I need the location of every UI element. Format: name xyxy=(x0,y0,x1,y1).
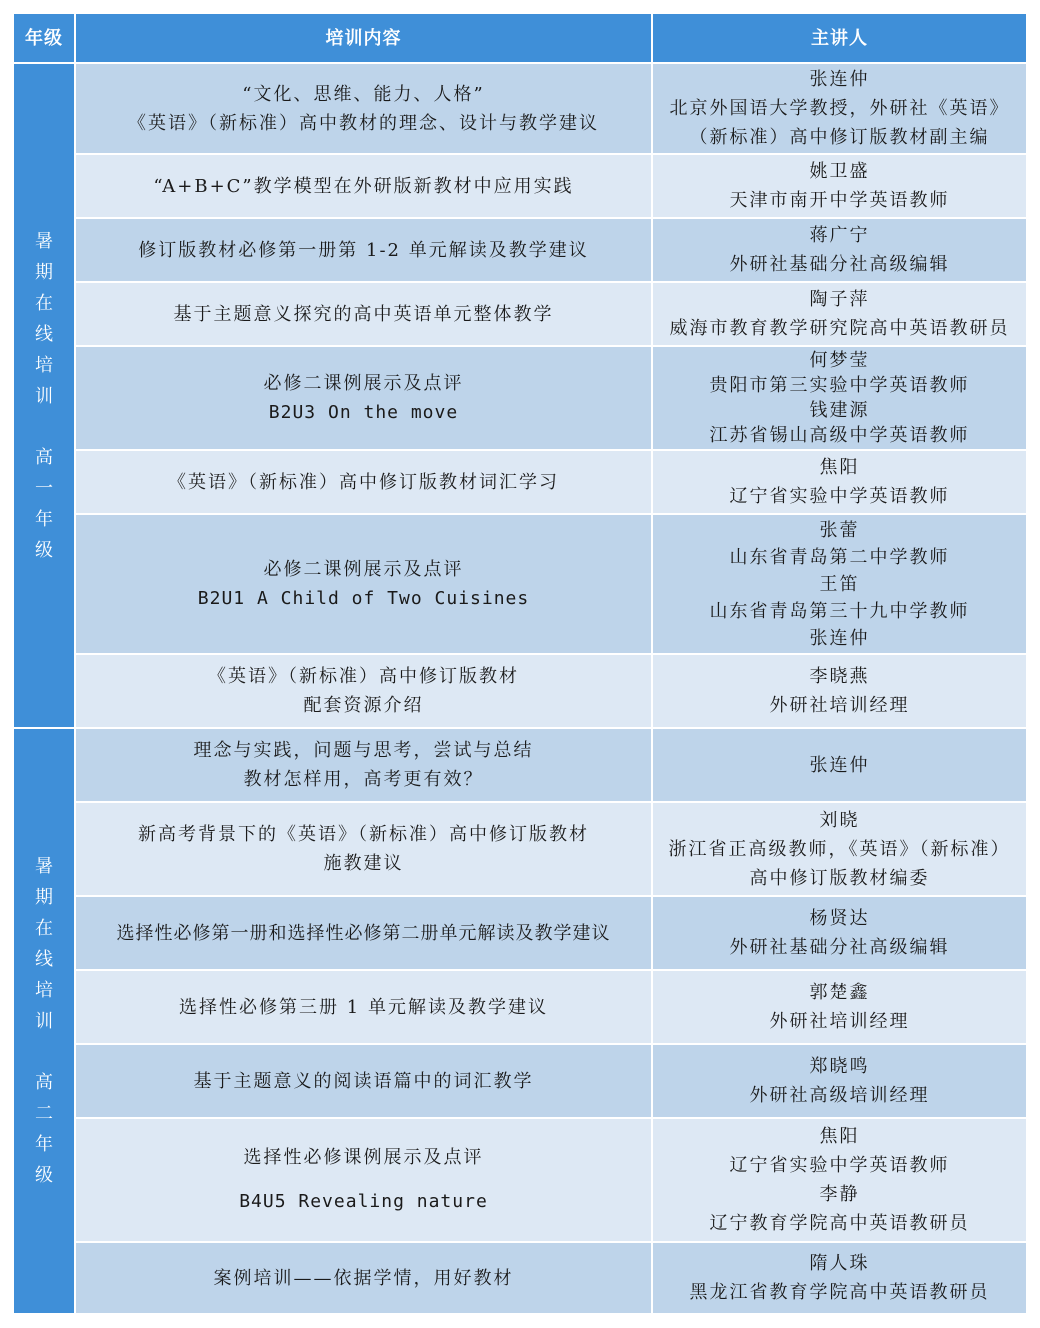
table-row xyxy=(13,346,1027,450)
speaker-name: 张连仲 xyxy=(809,754,870,776)
content-line: 基于主题意义探究的高中英语单元整体教学 xyxy=(173,303,554,325)
speaker-cell xyxy=(652,154,1027,218)
speaker-title: 山东省青岛第三十九中学教师 xyxy=(709,600,970,622)
speaker-title: 北京外国语大学教授，外研社《英语》 xyxy=(669,98,1010,119)
training-schedule xyxy=(12,12,1026,1315)
speaker-name: 姚卫盛 xyxy=(809,161,870,182)
speaker-cell xyxy=(652,450,1027,514)
speaker-name: 蒋广宁 xyxy=(809,225,870,246)
speaker-cell xyxy=(652,346,1027,450)
schedule-table xyxy=(12,12,1028,1315)
content-cell xyxy=(75,802,652,896)
table-row xyxy=(13,1242,1027,1314)
speaker-title: 威海市教育教学研究院高中英语教研员 xyxy=(669,318,1010,339)
content-line: 选择性必修第一册和选择性必修第二册单元解读及教学建议 xyxy=(116,922,611,944)
speaker-title: 山东省青岛第二中学教师 xyxy=(729,546,950,568)
grade-group-1 xyxy=(13,63,75,728)
content-cell xyxy=(75,450,652,514)
speaker-name: 陶子萍 xyxy=(809,289,870,310)
speaker-name: 王笛 xyxy=(819,573,860,595)
table-row xyxy=(13,63,1027,154)
content-line: 配套资源介绍 xyxy=(303,695,424,716)
content-line: 《英语》（新标准）高中修订版教材词汇学习 xyxy=(168,471,559,493)
speaker-name: 焦阳 xyxy=(819,457,860,478)
content-line: 修订版教材必修第一册第 1-2 单元解读及教学建议 xyxy=(138,239,589,261)
speaker-title: 辽宁教育学院高中英语教研员 xyxy=(709,1213,970,1234)
grade-group-2-level: 高二年级 xyxy=(35,1072,53,1186)
grade-group-1-period: 暑期在线培训 xyxy=(35,230,53,407)
speaker-name: 张连仲 xyxy=(809,627,870,649)
speaker-title: 外研社培训经理 xyxy=(769,695,910,716)
table-row xyxy=(13,1118,1027,1242)
table-row xyxy=(13,514,1027,654)
content-line: 必修二课例展示及点评 xyxy=(263,373,464,394)
table-row xyxy=(13,896,1027,970)
table-row xyxy=(13,450,1027,514)
content-line: B2U1 A Child of Two Cuisines xyxy=(197,588,530,609)
header-speaker: 主讲人 xyxy=(652,13,1027,63)
speaker-title: （新标准）高中修订版教材副主编 xyxy=(689,127,990,148)
speaker-cell xyxy=(652,896,1027,970)
speaker-cell xyxy=(652,802,1027,896)
content-line: 必修二课例展示及点评 xyxy=(263,559,464,580)
content-line: “A+B+C”教学模型在外研版新教材中应用实践 xyxy=(153,175,574,197)
content-cell xyxy=(75,218,652,282)
speaker-name: 何梦莹 xyxy=(809,350,870,371)
content-cell xyxy=(75,896,652,970)
content-cell xyxy=(75,1044,652,1118)
speaker-title: 辽宁省实验中学英语教师 xyxy=(729,486,950,507)
speaker-cell xyxy=(652,282,1027,346)
speaker-cell xyxy=(652,970,1027,1044)
speaker-name: 郭楚鑫 xyxy=(809,982,870,1003)
table-row xyxy=(13,282,1027,346)
speaker-name: 李晓燕 xyxy=(809,666,870,687)
table-row xyxy=(13,1044,1027,1118)
speaker-title: 辽宁省实验中学英语教师 xyxy=(729,1155,950,1176)
content-cell xyxy=(75,346,652,450)
speaker-name: 钱建源 xyxy=(809,400,870,421)
speaker-name: 杨贤达 xyxy=(809,908,870,929)
speaker-cell xyxy=(652,63,1027,154)
content-cell xyxy=(75,63,652,154)
grade-group-2 xyxy=(13,728,75,1314)
content-cell xyxy=(75,282,652,346)
speaker-title: 天津市南开中学英语教师 xyxy=(729,190,950,211)
grade-group-1-level: 高一年级 xyxy=(35,446,53,561)
table-row xyxy=(13,654,1027,728)
speaker-name: 焦阳 xyxy=(819,1126,860,1147)
speaker-cell xyxy=(652,728,1027,802)
content-cell xyxy=(75,514,652,654)
content-line: 施教建议 xyxy=(323,853,404,874)
speaker-cell xyxy=(652,654,1027,728)
content-cell xyxy=(75,728,652,802)
content-cell xyxy=(75,654,652,728)
speaker-title: 浙江省正高级教师，《英语》（新标准） xyxy=(668,838,1011,860)
content-line: 教材怎样用，高考更有效？ xyxy=(243,769,484,790)
content-line: 基于主题意义的阅读语篇中的词汇教学 xyxy=(193,1070,534,1092)
content-line: B2U3 On the move xyxy=(268,402,459,423)
content-line: 新高考背景下的《英语》（新标准）高中修订版教材 xyxy=(138,824,589,845)
speaker-title: 外研社培训经理 xyxy=(769,1011,910,1032)
speaker-name: 刘晓 xyxy=(819,809,860,831)
speaker-cell xyxy=(652,1242,1027,1314)
content-line: 选择性必修课例展示及点评 xyxy=(243,1147,484,1168)
speaker-name: 郑晓鸣 xyxy=(809,1056,870,1077)
header-content: 培训内容 xyxy=(75,13,652,63)
content-line: B4U5 Revealing nature xyxy=(239,1191,488,1212)
speaker-cell xyxy=(652,1044,1027,1118)
speaker-name: 张连仲 xyxy=(809,69,870,90)
content-line: 选择性必修第三册 1 单元解读及教学建议 xyxy=(179,996,548,1018)
table-row xyxy=(13,970,1027,1044)
speaker-title: 江苏省锡山高级中学英语教师 xyxy=(709,425,970,446)
content-cell xyxy=(75,1242,652,1314)
table-row xyxy=(13,218,1027,282)
content-line: 《英语》（新标准）高中教材的理念、设计与教学建议 xyxy=(128,112,599,134)
content-cell xyxy=(75,1118,652,1242)
table-row xyxy=(13,154,1027,218)
table-row xyxy=(13,728,1027,802)
speaker-title: 外研社基础分社高级编辑 xyxy=(729,937,950,958)
speaker-title: 高中修订版教材编委 xyxy=(749,867,930,889)
speaker-title: 贵阳市第三实验中学英语教师 xyxy=(709,375,970,396)
header-grade: 年级 xyxy=(13,13,75,63)
content-line: “文化、思维、能力、人格” xyxy=(242,83,485,105)
table-row xyxy=(13,802,1027,896)
speaker-title: 外研社基础分社高级编辑 xyxy=(729,254,950,275)
speaker-name: 李静 xyxy=(819,1184,860,1205)
speaker-cell xyxy=(652,514,1027,654)
speaker-title: 黑龙江省教育学院高中英语教研员 xyxy=(689,1282,990,1303)
speaker-cell xyxy=(652,1118,1027,1242)
grade-group-2-period: 暑期在线培训 xyxy=(35,856,53,1032)
content-cell xyxy=(75,970,652,1044)
speaker-title: 外研社高级培训经理 xyxy=(749,1085,930,1106)
content-line: 《英语》（新标准）高中修订版教材 xyxy=(208,666,519,687)
speaker-cell xyxy=(652,218,1027,282)
content-line: 理念与实践，问题与思考，尝试与总结 xyxy=(193,740,534,761)
speaker-name: 张蕾 xyxy=(819,519,860,541)
speaker-name: 隋人珠 xyxy=(809,1253,870,1274)
content-line: 案例培训——依据学情，用好教材 xyxy=(213,1267,514,1289)
content-cell xyxy=(75,154,652,218)
header-row xyxy=(13,13,1027,63)
